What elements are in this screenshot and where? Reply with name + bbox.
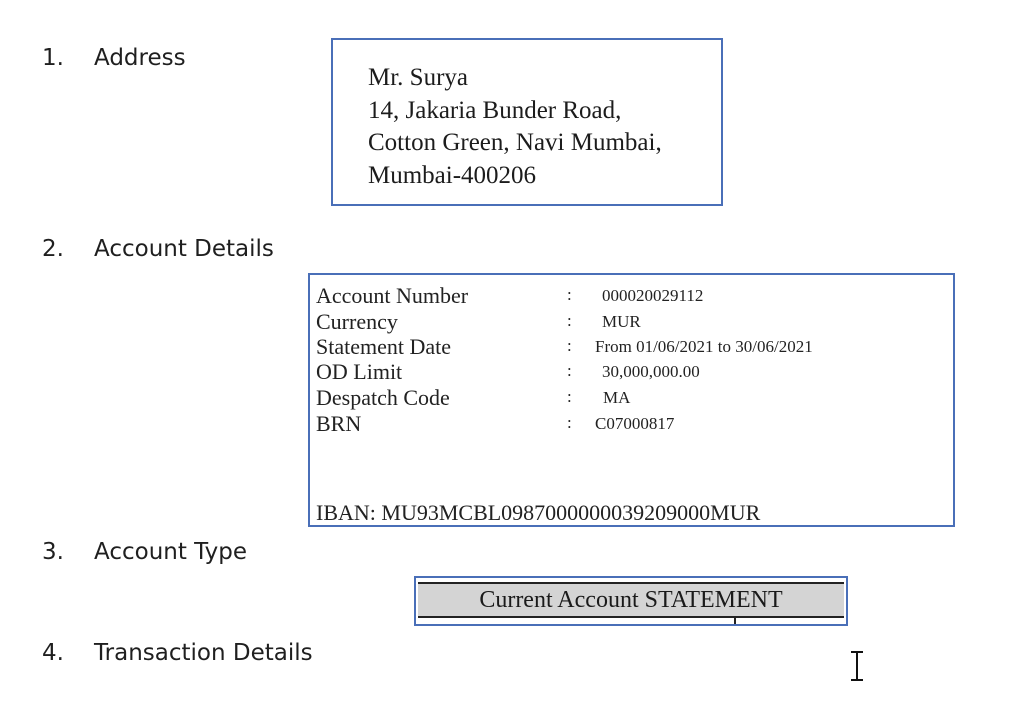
divider-tick — [734, 618, 736, 624]
account-detail-row — [316, 359, 946, 385]
section-label: Account Type — [94, 539, 248, 565]
section-number: 4. — [42, 640, 64, 666]
account-detail-value: MA — [603, 388, 631, 407]
section-number: 3. — [42, 539, 64, 565]
account-detail-separator: : — [567, 336, 572, 355]
account-detail-value: 30,000,000.00 — [602, 362, 700, 381]
section-label: Account Details — [94, 236, 274, 262]
account-detail-separator: : — [567, 361, 572, 380]
text-cursor-icon — [848, 650, 866, 682]
account-detail-label: BRN — [316, 411, 362, 436]
iban-line: IBAN: MU93MCBL0987000000039209000MUR — [316, 500, 761, 525]
account-type-banner — [418, 582, 844, 618]
account-detail-value: 000020029112 — [602, 286, 704, 305]
account-type-box — [414, 576, 848, 626]
address-line: Cotton Green, Navi Mumbai, — [368, 129, 662, 156]
address-box — [331, 38, 723, 206]
address-line: Mr. Surya — [368, 64, 468, 91]
account-detail-row — [316, 385, 946, 411]
address-line: 14, Jakaria Bunder Road, — [368, 96, 622, 124]
account-detail-value: MUR — [602, 312, 641, 331]
account-detail-label: OD Limit — [316, 359, 403, 384]
account-details-box — [308, 273, 955, 527]
account-detail-label: Currency — [316, 309, 398, 334]
address-lines — [368, 62, 662, 192]
account-detail-separator: : — [567, 413, 572, 432]
address-line: Mumbai-400206 — [368, 161, 537, 189]
account-detail-separator: : — [567, 387, 572, 406]
account-detail-label: Account Number — [316, 283, 469, 308]
account-detail-separator: : — [567, 311, 572, 330]
section-number: 1. — [42, 45, 64, 71]
account-detail-value: From 01/06/2021 to 30/06/2021 — [595, 337, 813, 356]
account-type-label: Current Account STATEMENT — [479, 587, 783, 613]
account-detail-row — [316, 283, 946, 309]
account-detail-label: Despatch Code — [316, 385, 450, 410]
account-detail-row — [316, 334, 946, 360]
section-label: Transaction Details — [94, 640, 313, 666]
account-detail-label: Statement Date — [316, 334, 452, 359]
account-detail-value: C07000817 — [595, 414, 675, 433]
account-detail-row — [316, 309, 946, 335]
account-detail-separator: : — [567, 285, 572, 304]
account-detail-row — [316, 411, 946, 437]
section-number: 2. — [42, 236, 64, 262]
section-label: Address — [94, 45, 186, 71]
